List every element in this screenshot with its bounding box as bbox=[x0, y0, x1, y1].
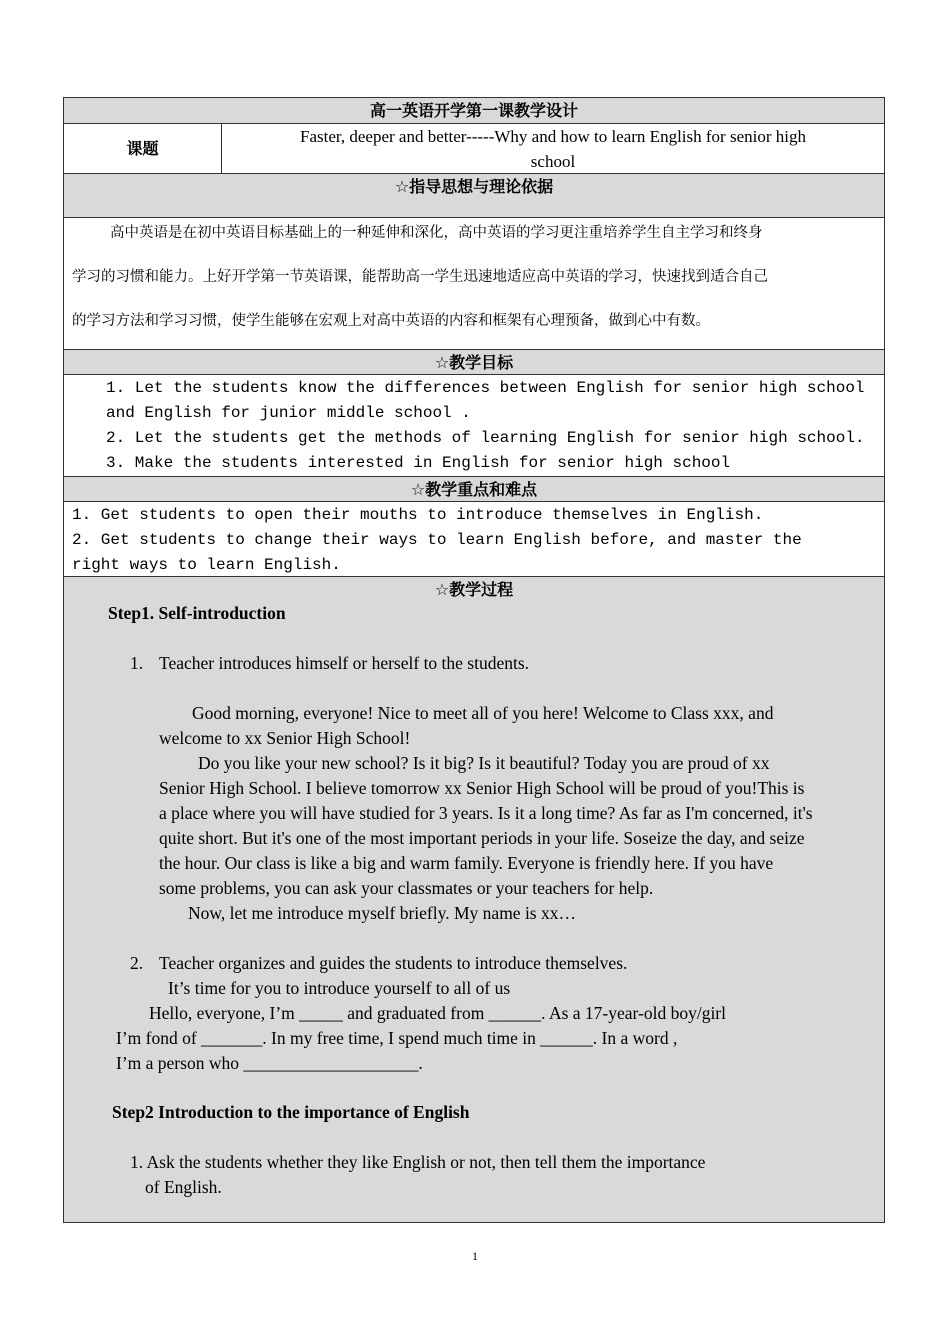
table-title-row bbox=[64, 98, 884, 124]
speech-line-9: Now, let me introduce myself briefly. My name is xx… bbox=[188, 903, 576, 923]
item2-number: 2. bbox=[130, 953, 144, 973]
speech-line-6: quite short. But it's one of the most important periods in your life. Soseize the day, and seize bbox=[159, 828, 805, 848]
section-objectives-header bbox=[64, 350, 884, 375]
template-line-1: It’s time for you to introduce yourself to all of us bbox=[168, 978, 511, 998]
keypoint-line-2: 2. Get students to change their ways to learn English before, and master the bbox=[72, 531, 802, 549]
speech-line-1: Good morning, everyone! Nice to meet all of you here! Welcome to Class xxx, and bbox=[192, 703, 774, 723]
template-line-2: Hello, everyone, I’m _____ and graduated from ______. As a 17-year-old boy/girl bbox=[149, 1003, 726, 1023]
section-process-title: ☆教学过程 bbox=[434, 580, 514, 599]
speech-line-8: some problems, you can ask your classmates or your teachers for help. bbox=[159, 878, 654, 898]
step2-line-2: of English. bbox=[145, 1177, 222, 1197]
topic-line-2: school bbox=[530, 152, 576, 171]
guiding-line-2: 学习的习惯和能力。上好开学第一节英语课，能帮助高一学生迅速地适应高中英语的学习，快速找到适合自己 bbox=[72, 269, 768, 285]
objective-line-1: 1. Let the students know the differences between English for senior high school bbox=[106, 379, 865, 397]
section-guiding-header bbox=[64, 174, 884, 218]
section-process bbox=[64, 577, 884, 1222]
step2-line-1: 1. Ask the students whether they like English or not, then tell them the importance bbox=[130, 1152, 706, 1172]
speech-line-4: Senior High School. I believe tomorrow xx Senior High School will be proud of you!This is bbox=[159, 778, 805, 798]
topic-row bbox=[64, 124, 884, 174]
guiding-line-1: 高中英语是在初中英语目标基础上的一种延伸和深化，高中英语的学习更注重培养学生自主学习和终身 bbox=[110, 225, 763, 241]
template-line-4: I’m a person who ____________________. bbox=[116, 1053, 423, 1073]
section-keypoints-title: ☆教学重点和难点 bbox=[410, 480, 538, 499]
item1-number: 1. bbox=[130, 653, 144, 673]
speech-line-3: Do you like your new school? Is it big? Is it beautiful? Today you are proud of xx bbox=[198, 753, 770, 773]
lesson-plan-table bbox=[63, 97, 885, 1223]
keypoint-line-3: right ways to learn English. bbox=[72, 556, 341, 574]
topic-value bbox=[222, 124, 884, 174]
section-guiding-body bbox=[64, 218, 884, 350]
objective-line-3: 2. Let the students get the methods of learning English for senior high school. bbox=[106, 429, 865, 447]
step2-title: Step2 Introduction to the importance of English bbox=[112, 1102, 470, 1122]
speech-line-2: welcome to xx Senior High School! bbox=[159, 728, 411, 748]
item1-text: Teacher introduces himself or herself to the students. bbox=[159, 653, 530, 673]
table-title: 高一英语开学第一课教学设计 bbox=[369, 101, 578, 120]
objective-line-4: 3. Make the students interested in English for senior high school bbox=[106, 454, 731, 472]
section-objectives-body bbox=[64, 375, 884, 477]
template-line-3: I’m fond of _______. In my free time, I spend much time in ______. In a word , bbox=[116, 1028, 678, 1048]
objective-line-2: and English for junior middle school . bbox=[106, 404, 471, 422]
guiding-line-3: 的学习方法和学习习惯，使学生能够在宏观上对高中英语的内容和框架有心理预备，做到心中有数。 bbox=[72, 313, 710, 329]
topic-label: 课题 bbox=[64, 124, 222, 173]
section-keypoints-body bbox=[64, 502, 884, 577]
topic-line-1: Faster, deeper and better-----Why and how to learn English for senior high bbox=[300, 127, 806, 146]
step1-title: Step1. Self-introduction bbox=[108, 603, 286, 623]
speech-line-7: the hour. Our class is like a big and warm family. Everyone is friendly here. If you have bbox=[159, 853, 774, 873]
item2-text: Teacher organizes and guides the students to introduce themselves. bbox=[159, 953, 628, 973]
keypoint-line-1: 1. Get students to open their mouths to introduce themselves in English. bbox=[72, 506, 764, 524]
page-number: 1 bbox=[472, 1249, 478, 1263]
section-keypoints-header bbox=[64, 477, 884, 502]
speech-line-5: a place where you will have studied for 3 years. Is it a long time? As far as I'm concerned, it's bbox=[159, 803, 813, 823]
section-guiding-title: ☆指导思想与理论依据 bbox=[394, 177, 554, 196]
section-objectives-title: ☆教学目标 bbox=[434, 353, 514, 372]
